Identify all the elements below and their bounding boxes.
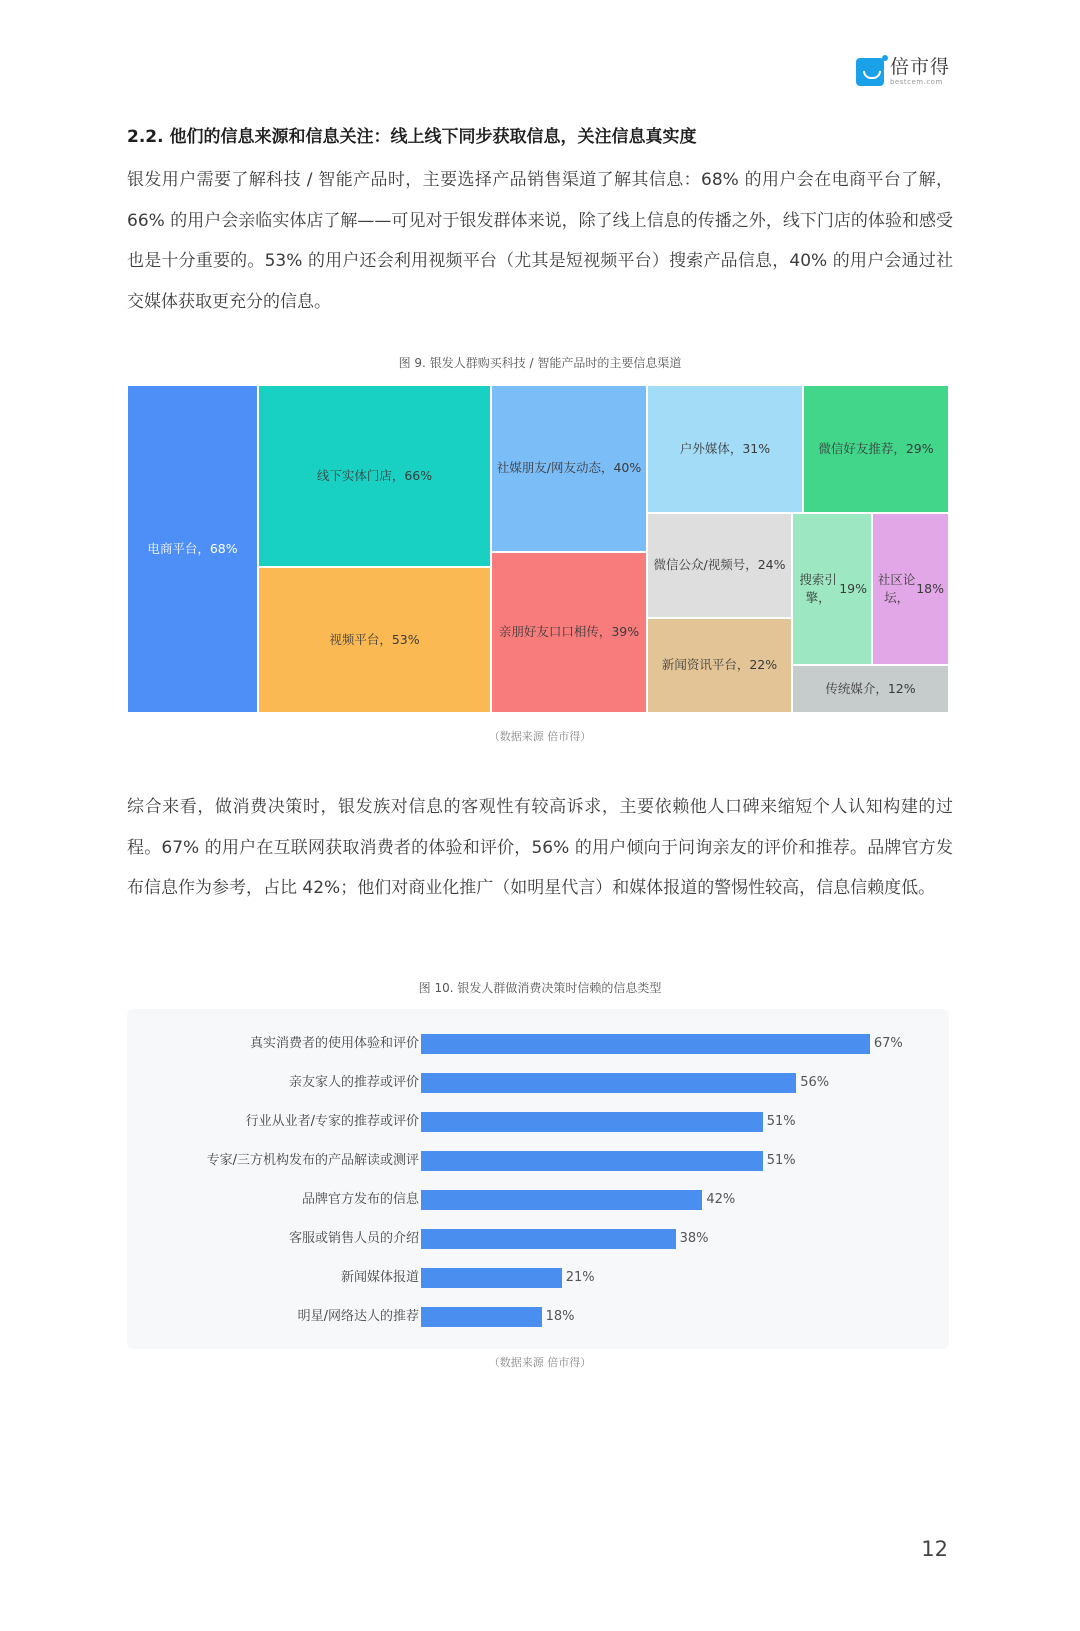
bar xyxy=(421,1268,562,1288)
bar-row xyxy=(127,1150,949,1172)
bar-chart xyxy=(127,1009,949,1349)
treemap-tile: 户外媒体，31% xyxy=(647,385,803,513)
treemap-chart xyxy=(127,385,949,713)
paragraph-summary: 综合来看，做消费决策时，银发族对信息的客观性有较高诉求，主要依赖他人口碑来缩短个人认知构建的过程。67% 的用户在互联网获取消费者的体验和评价，56% 的用户倾向于问询亲友的评价和推荐。品牌官方发布信息作为参考，占比 42%；他们对商业化推广（如明星代言）和媒体报道的警惕性较高，信息信赖度低。 xyxy=(127,797,953,898)
bar-row xyxy=(127,1111,949,1133)
bar-row xyxy=(127,1189,949,1211)
bar-category-label: 新闻媒体报道 xyxy=(340,1270,419,1285)
figure10-caption: 图 10. 银发人群做消费决策时信赖的信息类型 xyxy=(418,981,662,995)
smile-logo-icon xyxy=(856,58,884,86)
bar-value-label: 56% xyxy=(800,1075,830,1090)
bar-category-label: 真实消费者的使用体验和评价 xyxy=(249,1036,419,1051)
treemap-tile: 微信公众/视频号， 24% xyxy=(647,513,792,618)
paragraph-intro: 银发用户需要了解科技 / 智能产品时，主要选择产品销售渠道了解其信息：68% 的用户会在电商平台了解，66% 的用户会亲临实体店了解——可见对于银发群体来说，除了线上信息的传播之外，线下门店的体验和感受也是十分重要的。53% 的用户还会利用视频平台（尤其是短视频平台）搜索产品信息，40% 的用户会通过社交媒体获取更充分的信息。 xyxy=(127,170,953,312)
section-title: 2.2. 他们的信息来源和信息关注：线上线下同步获取信息，关注信息真实度 xyxy=(127,127,697,147)
treemap-tile: 电商平台，68% xyxy=(127,385,258,713)
bar-value-label: 51% xyxy=(766,1114,796,1129)
figure9-source: （数据来源 倍市得） xyxy=(488,730,592,743)
bar-value-label: 21% xyxy=(565,1270,595,1285)
logo-subtitle: bestcem.com xyxy=(889,78,943,86)
bar xyxy=(421,1190,702,1210)
bar-row xyxy=(127,1306,949,1328)
treemap-tile: 微信好友推荐，29% xyxy=(803,385,949,513)
bar-row xyxy=(127,1033,949,1055)
logo-name: 倍市得 xyxy=(889,56,950,78)
bar-value-label: 18% xyxy=(545,1309,575,1324)
bar xyxy=(421,1112,763,1132)
bar-category-label: 行业从业者/专家的推荐或评价 xyxy=(245,1114,419,1129)
logo xyxy=(856,58,950,86)
bar-row xyxy=(127,1228,949,1250)
bar-category-label: 亲友家人的推荐或评价 xyxy=(288,1075,419,1090)
bar-category-label: 专家/三方机构发布的产品解读或测评 xyxy=(206,1153,419,1168)
bar-value-label: 51% xyxy=(766,1153,796,1168)
bar-value-label: 67% xyxy=(873,1036,903,1051)
bar-row xyxy=(127,1267,949,1289)
treemap-tile: 亲朋好友口口相传， 39% xyxy=(491,552,647,713)
treemap-tile: 社媒朋友/网友动态， 40% xyxy=(491,385,647,552)
treemap-tile: 视频平台，53% xyxy=(258,567,491,713)
treemap-tile: 搜索引擎， 19% xyxy=(792,513,872,665)
treemap-tile: 社区论坛， 18% xyxy=(872,513,949,665)
bar-category-label: 客服或销售人员的介绍 xyxy=(288,1231,419,1246)
bar-category-label: 品牌官方发布的信息 xyxy=(301,1192,419,1207)
bar-category-label: 明星/网络达人的推荐 xyxy=(297,1309,419,1324)
bar-value-label: 42% xyxy=(706,1192,736,1207)
bar-value-label: 38% xyxy=(679,1231,709,1246)
treemap-tile: 新闻资讯平台，22% xyxy=(647,618,792,713)
figure10-source: （数据来源 倍市得） xyxy=(488,1356,592,1369)
bar xyxy=(421,1073,796,1093)
figure9-caption: 图 9. 银发人群购买科技 / 智能产品时的主要信息渠道 xyxy=(398,356,682,370)
treemap-tile: 传统媒介，12% xyxy=(792,665,949,713)
treemap-tile: 线下实体门店，66% xyxy=(258,385,491,567)
bar xyxy=(421,1151,763,1171)
bar xyxy=(421,1307,542,1327)
bar-row xyxy=(127,1072,949,1094)
page-number: 12 xyxy=(921,1537,948,1561)
bar xyxy=(421,1034,870,1054)
bar xyxy=(421,1229,676,1249)
